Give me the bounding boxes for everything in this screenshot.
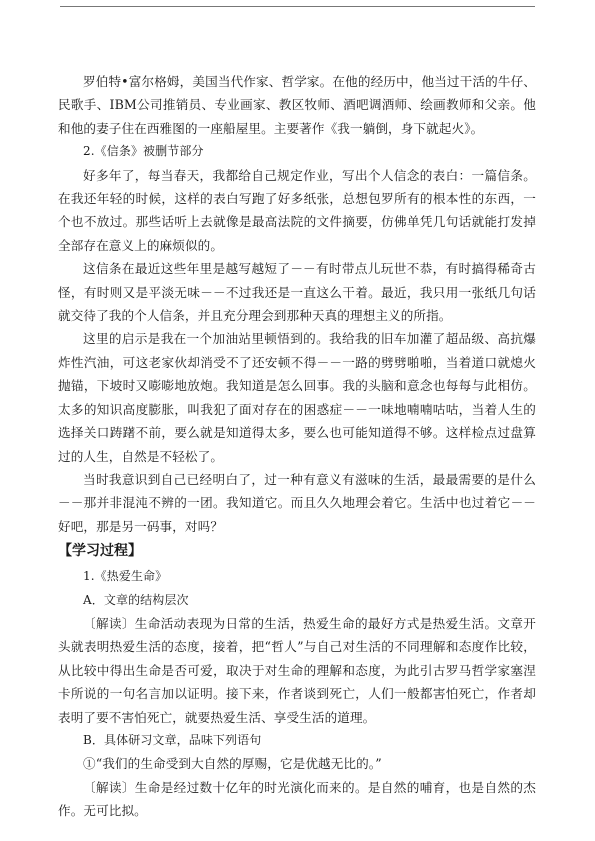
author-bio-paragraph: 罗伯特•富尔格姆，美国当代作家、哲学家。在他的经历中，他当过干活的牛仔、民歌手、IBM公司推销员、专业画家、教区牧师、酒吧调酒师、绘画教师和父亲。他和他的妻子住在西雅图的一座船屋里。主要著作《我一躺倒，身下就起火》。 — [58, 74, 536, 136]
study-explanation-a: 〔解读〕生命活动表现为日常的生活，热爱生命的最好方式是热爱生活。文章开头就表明热爱生活的态度，接着，把“哲人”与自己对生活的不同理解和态度作比较，从比较中得出生命是否可爱，取决于对生命的理解和态度，为此引古罗马哲学家塞涅卡所说的一句名言加以证明。接下来，作者谈到死亡，人们一般都害怕死亡，作者却表明了要不害怕死亡，就要热爱生活、享受生活的道理。 — [58, 615, 536, 725]
credo-paragraph-3: 这里的启示是我在一个加油站里顿悟到的。我给我的旧车加灌了超品级、高抗爆炸性汽油，可这老家伙却消受不了还安顿不得－－一路的劈劈啪啪，当着道口就熄火抛锚，下坡时又嘭嘭地放炮。我知道是怎么回事。我的头脑和意念也每每与此相仿。太多的知识高度膨胀，叫我犯了面对存在的困惑症－－一味地喃喃咕咕，当着人生的选择关口踌躇不前，要么就是知道得太多，要么也可能知道得不够。这样检点过盘算过的人生，自然是不轻松了。 — [58, 331, 536, 464]
study-item-1: 1.《热爱生命》 — [83, 569, 168, 584]
section-2-title: 2.《信条》被删节部分 — [83, 144, 204, 159]
header-rule — [60, 6, 535, 7]
study-item-b: B．具体研习文章，品味下列语句 — [83, 732, 262, 747]
document-body — [58, 70, 536, 823]
study-process-heading: 【学习过程】 — [58, 543, 142, 560]
study-item-a: A．文章的结构层次 — [83, 592, 189, 607]
credo-paragraph-2: 这信条在最近这些年里是越写越短了－－有时带点儿玩世不恭，有时搞得稀奇古怪，有时则又是平淡无味－－不过我还是一直这么干着。最近，我只用一张纸几句话就交待了我的个人信条，并且充分理会到那种天真的理想主义的所指。 — [58, 261, 536, 324]
credo-paragraph-4: 当时我意识到自己已经明白了，过一种有意义有滋味的生活，最最需要的是什么－－那并非混沌不辨的一团。我知道它。而且久久地理会着它。生活中也过着它－－好吧，那是另一码事，对吗？ — [58, 471, 536, 534]
study-explanation-1: 〔解读〕生命是经过数十亿年的时光演化而来的。是自然的哺育，也是自然的杰作。无可比拟。 — [58, 779, 536, 819]
credo-paragraph-1: 好多年了，每当春天，我都给自己规定作业，写出个人信念的表白：一篇信条。在我还年轻的时候，这样的表白写跑了好多纸张，总想包罗所有的根本性的东西，一个也不放过。那些话听上去就像是最高法院的文件摘要，仿佛单凭几句话就能打发掉全部存在意义上的麻烦似的。 — [58, 167, 536, 253]
study-quote-1: ①“我们的生命受到大自然的厚赐，它是优越无比的。” — [83, 756, 382, 772]
